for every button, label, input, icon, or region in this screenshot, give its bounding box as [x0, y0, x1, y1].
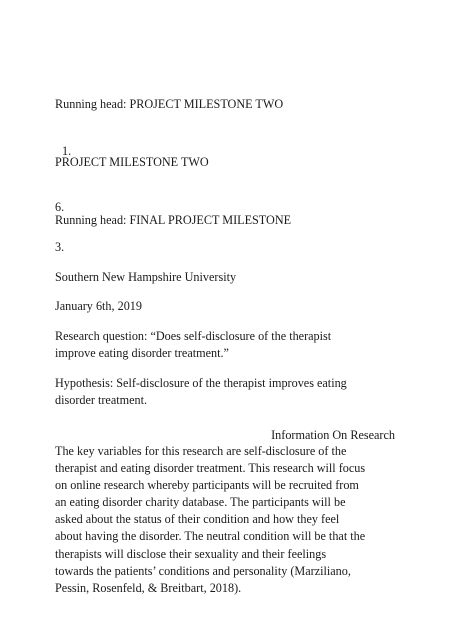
document-date: January 6th, 2019 [55, 299, 142, 313]
body-paragraph [55, 443, 405, 597]
body-line: about having the disorder. The neutral condition will be that the [55, 529, 366, 544]
body-line: towards the patients’ conditions and personality (Marziliano, [55, 563, 351, 578]
research-question-line: improve eating disorder treatment.” [55, 346, 229, 361]
section-heading: Information On Research [271, 428, 395, 443]
body-line: on online research whereby participants will be recruited from [55, 478, 359, 493]
page-number-3: 3. [55, 240, 65, 254]
body-line: therapists will disclose their sexuality and their feelings [55, 546, 327, 561]
hypothesis [55, 375, 405, 409]
body-line: Pessin, Rosenfeld, & Breitbart, 2018). [55, 580, 242, 595]
body-line: The key variables for this research are self-disclosure of the [55, 444, 347, 458]
page-number-6: 6. [55, 200, 65, 214]
research-question [55, 328, 405, 362]
hypothesis-line: Hypothesis: Self-disclosure of the therapist improves eating [55, 376, 347, 390]
body-line: therapist and eating disorder treatment. This research will focus [55, 461, 366, 476]
research-question-line: Research question: “Does self-disclosure of the therapist [55, 329, 332, 343]
running-head-project-milestone-two: Running head: PROJECT MILESTONE TWO [55, 97, 284, 111]
body-line: an eating disorder charity database. The participants will be [55, 495, 346, 510]
university-name: Southern New Hampshire University [55, 270, 237, 284]
running-head-final-project-milestone: Running head: FINAL PROJECT MILESTONE [55, 213, 292, 227]
hypothesis-line: disorder treatment. [55, 393, 148, 408]
page-number-1: 1. [62, 144, 72, 158]
body-line: asked about the status of their condition and how they feel [55, 512, 340, 527]
title-repeat: PROJECT MILESTONE TWO [55, 155, 209, 169]
